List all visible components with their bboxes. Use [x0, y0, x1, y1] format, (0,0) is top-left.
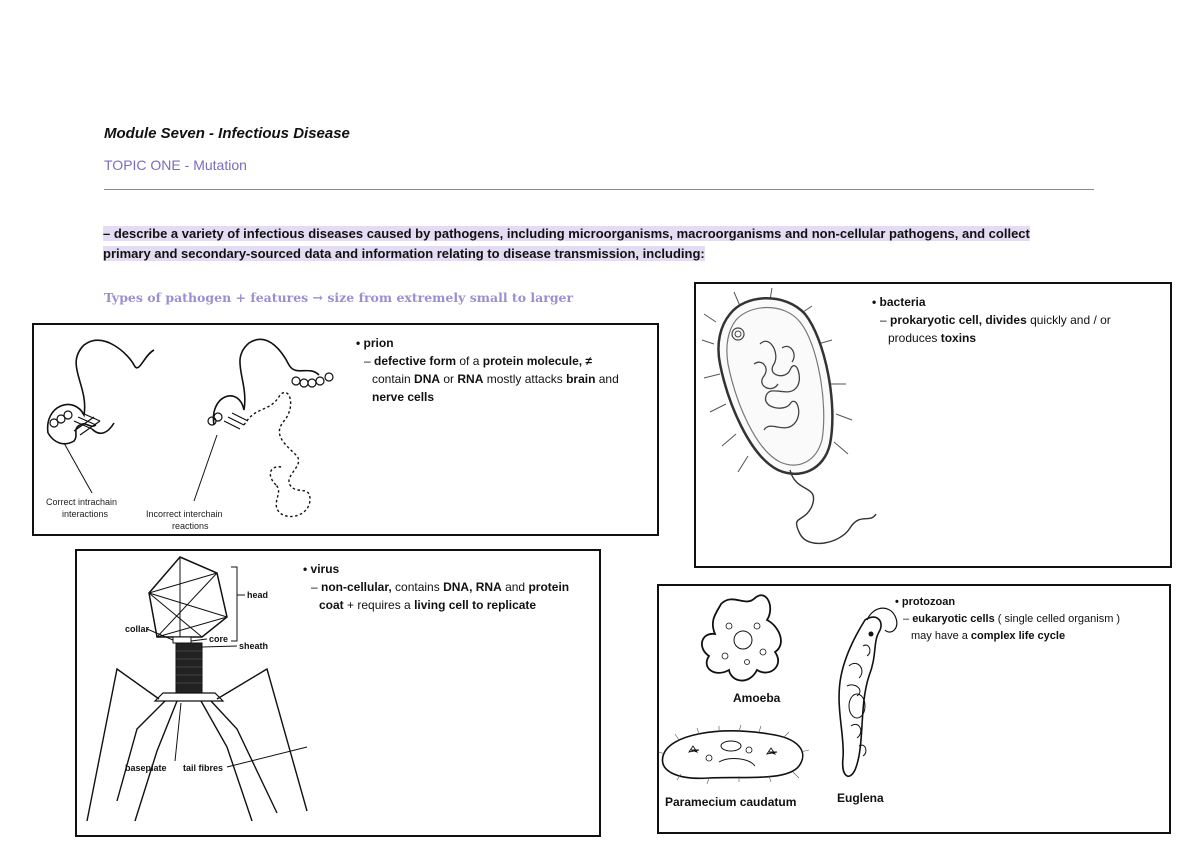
- virus-title: • virus: [303, 562, 340, 576]
- topic-title: TOPIC ONE - Mutation: [104, 157, 247, 173]
- bacteria-note: [872, 293, 1168, 347]
- virus-description: – non-cellular, contains DNA, RNA and protein coat + requires a living cell to replicate: [311, 580, 570, 612]
- amoeba-label: Amoeba: [733, 691, 781, 705]
- virus-diagram: [77, 551, 337, 835]
- bacteria-diagram: [700, 284, 900, 566]
- paramecium-label: Paramecium caudatum: [665, 795, 797, 809]
- syllabus-point: [103, 224, 1073, 264]
- protozoan-diagram: [659, 586, 899, 832]
- protozoan-box: [657, 584, 1171, 834]
- virus-box: [75, 549, 601, 837]
- virus-label-baseplate: baseplate: [125, 763, 167, 773]
- prion-label-correct-1: Correct intrachain: [46, 497, 118, 507]
- bacteria-title: • bacteria: [872, 295, 926, 309]
- virus-label-collar: collar: [125, 624, 150, 634]
- prion-title: • prion: [356, 336, 394, 350]
- euglena-label: Euglena: [837, 791, 884, 805]
- bacteria-box: [694, 282, 1172, 568]
- protozoan-description: – eukaryotic cells ( single celled organism ) may have a complex life cycle: [903, 613, 1121, 642]
- prion-description: – defective form of a protein molecule, ≠ contain DNA or RNA mostly attacks brain and nerve cells: [364, 354, 619, 404]
- virus-label-sheath: sheath: [239, 641, 269, 651]
- syllabus-line-2: primary and secondary-sourced data and information relating to disease transmission, including:: [103, 246, 705, 261]
- prion-box: [32, 323, 659, 536]
- types-heading: Types of pathogen + features → size from extremely small to larger: [104, 290, 574, 305]
- virus-label-head: head: [247, 590, 269, 600]
- protozoan-title: • protozoan: [895, 596, 956, 608]
- prion-note: [356, 334, 656, 406]
- syllabus-line-1: – describe a variety of infectious diseases caused by pathogens, including microorganisms, macroorganisms and non-cellular pathogens, and collect: [103, 226, 1030, 241]
- prion-diagram: [34, 325, 364, 541]
- prion-label-incorrect-1: Incorrect interchain: [146, 509, 223, 519]
- prion-label-correct-2: interactions: [62, 509, 109, 519]
- virus-note: [303, 560, 599, 614]
- prion-label-incorrect-2: reactions: [172, 521, 209, 531]
- virus-label-core: core: [209, 634, 229, 644]
- header-divider: [104, 189, 1094, 190]
- bacteria-description: – prokaryotic cell, divides quickly and / or produces toxins: [880, 313, 1111, 345]
- module-title: Module Seven - Infectious Disease: [104, 125, 350, 142]
- virus-label-tail: tail fibres: [183, 763, 224, 773]
- protozoan-note: [895, 594, 1169, 645]
